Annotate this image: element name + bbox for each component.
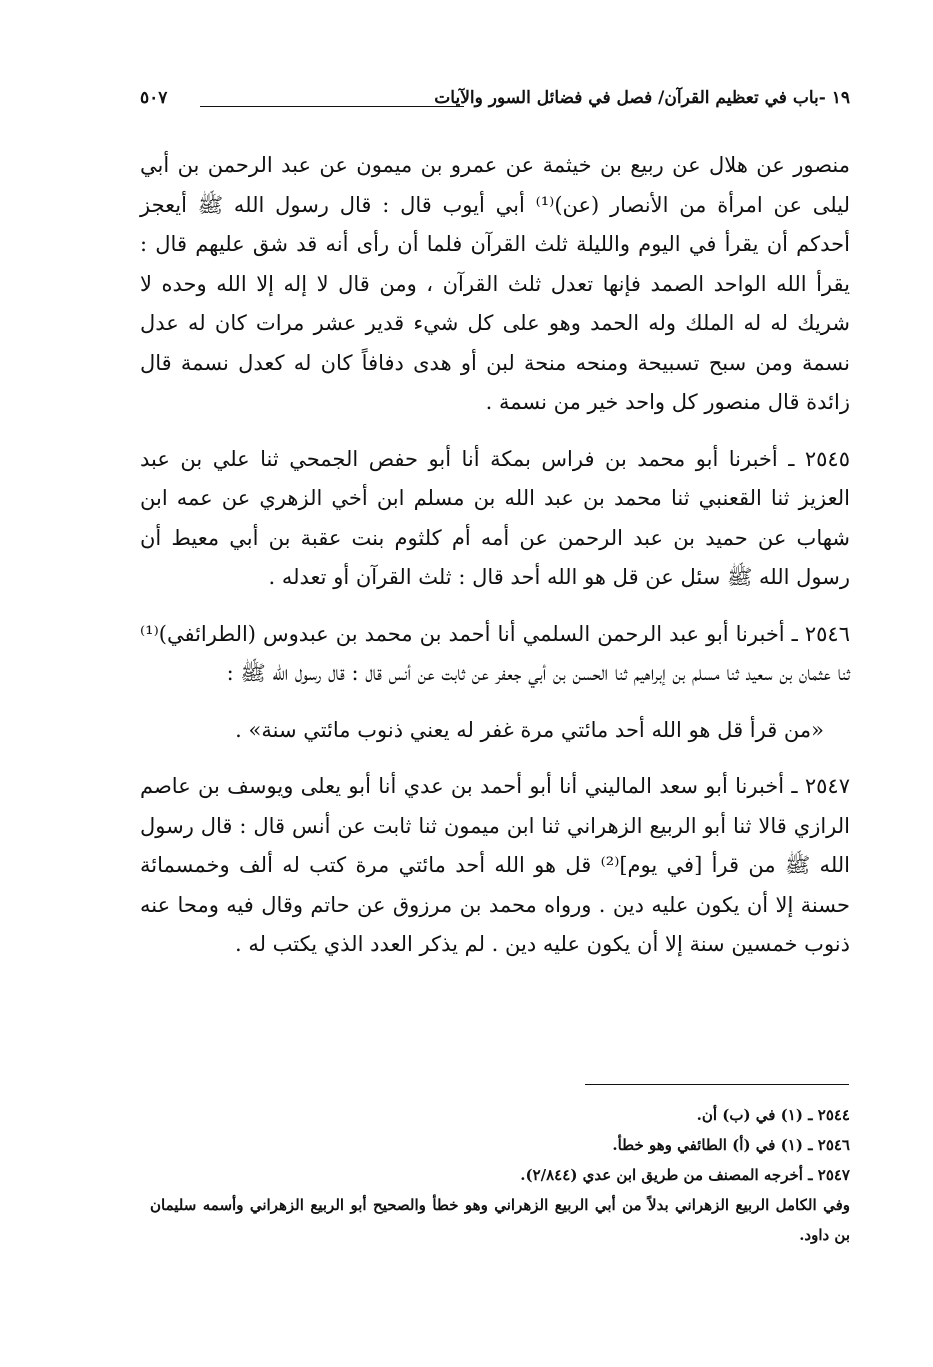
footnote-2546: ٢٥٤٦ ـ (١) في (أ) الطائفي وهو خطأ. (612, 1136, 850, 1154)
page-number: ٥٠٧ (140, 88, 168, 108)
footnote-2547-continued: وفي الكامل الربيع الزهراني بدلاً من أبي الربيع الزهراني وهو خطأ والصحيح أبو الربيع الزهراني وأسمه سليمان بن داود. (150, 1196, 850, 1244)
hadith-2545: ٢٥٤٥ ـ أخبرنا أبو محمد بن فراس بمكة أنا أبو حفص الجمحي ثنا علي بن عبد العزيز ثنا القعنبي ثنا محمد بن عبد الله بن مسلم ابن أخي الزهري عن عمه ابن شهاب عن حميد بن عبد الرحمن عن أمه أم كلثوم بنت عقبة بن أبي معيط أن رسول الله ﷺ سئل عن قل هو الله أحد قال : ثلث القرآن أو تعدله . (140, 446, 850, 589)
hadith-2547: ٢٥٤٧ ـ أخبرنا أبو سعد الماليني أنا أبو أحمد بن عدي أنا أبو يعلى ويوسف بن عاصم الرازي قالا ثنا أبو الربيع الزهراني ثنا ابن ميمون ثنا ثابت عن أنس قال : قال رسول الله ﷺ من قرأ [في يوم]⁽²⁾ قل هو الله أحد مائتي مرة كتب له ألف وخمسمائة حسنة إلا أن يكون عليه دين . ورواه محمد بن مرزوق عن حاتم وقال فيه ومحا عنه ذنوب خمسين سنة إلا أن يكون عليه دين . لم يذكر العدد الذي يكتب له . (140, 774, 851, 956)
header-rule (200, 106, 464, 107)
chapter-title: ١٩ -باب في تعظيم القرآن/ فصل في فضائل السور والآيات (434, 88, 850, 108)
footnotes (150, 1100, 850, 1250)
hadith-2546: ٢٥٤٦ ـ أخبرنا أبو عبد الرحمن السلمي أنا أحمد بن محمد بن عبدوس (الطرائفي)⁽¹⁾ ثنا عثمان بن سعيد ثنا مسلم بن إبراهيم ثنا الحسن بن أبي جعفر عن ثابت عن أنس قال : قال رسول الله ﷺ : (140, 621, 850, 685)
footnote-2547: ٢٥٤٧ ـ أخرجه المصنف من طريق ابن عدي (٢/٨٤٤). (520, 1166, 850, 1184)
running-header (140, 88, 850, 116)
footnote-2544: ٢٥٤٤ ـ (١) في (ب) أن. (696, 1106, 850, 1124)
hadith-2546-quote: «من قرأ قل هو الله أحد مائتي مرة غفر له يعني ذنوب مائتي سنة» . (235, 717, 824, 742)
main-text (140, 146, 850, 965)
footnote-separator (585, 1084, 849, 1085)
paragraph-continuation: منصور عن هلال عن ربيع بن خيثمة عن عمرو بن ميمون عن عبد الرحمن بن أبي ليلى عن امرأة من الأنصار (عن)⁽¹⁾ أبي أيوب قال : قال رسول الله ﷺ أيعجز أحدكم أن يقرأ في اليوم والليلة ثلث القرآن فلما أن رأى أنه قد شق عليهم قال : يقرأ الله الواحد الصمد فإنها تعدل ثلث القرآن ، ومن قال لا إله إلا الله وحده لا شريك له له الملك وله الحمد وهو على كل شيء قدير عشر مرات كان له عدل نسمة ومن سبح تسبيحة ومنحه منحة لبن أو هدى دفافاً كان له كعدل نسمة قال زائدة قال منصور كل واحد خير من نسمة . (140, 153, 850, 414)
